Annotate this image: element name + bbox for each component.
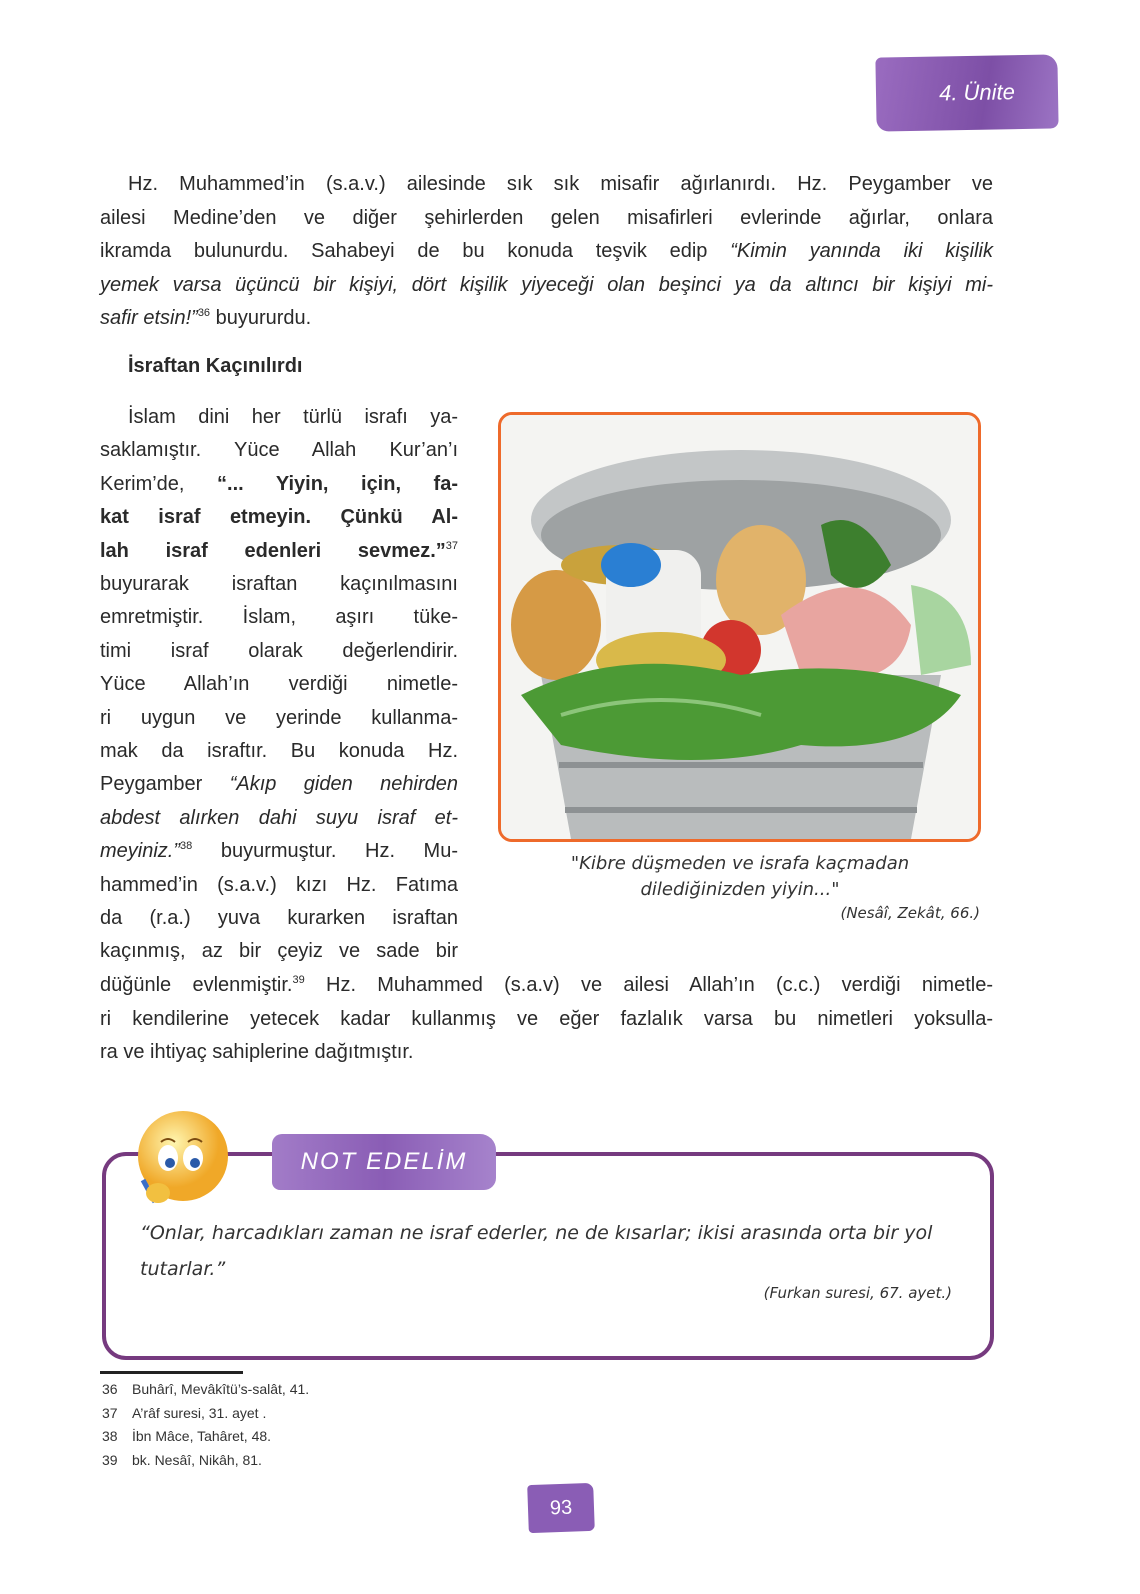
note-title-badge xyxy=(272,1134,496,1190)
text-segment: “Akıp giden nehirden xyxy=(229,773,458,796)
text-line xyxy=(100,639,458,663)
page-number: 93 xyxy=(549,1496,573,1519)
text-segment: yemek varsa üçüncü bir kişiyi, dört kişilik yiyeceği olan beşinci ya da altıncı bir kişiyi mi- xyxy=(100,273,993,296)
footnote-text: A’râf suresi, 31. ayet . xyxy=(132,1404,267,1421)
text-line xyxy=(100,239,993,263)
note-quote-line1: “Onlar, harcadıkları zaman ne israf ederler, ne de kısarlar; ikisi arasında orta bir yol xyxy=(140,1222,933,1244)
text-line xyxy=(100,539,458,563)
text-segment: hammed’in (s.a.v.) kızı Hz. Fatıma xyxy=(100,873,458,896)
text-segment: meyiniz.” xyxy=(100,840,181,863)
text-line xyxy=(100,672,458,696)
text-segment: ailesi Medine’den ve diğer şehirlerden gelen misafirleri evlerinde ağırlar, onlara xyxy=(100,206,993,229)
text-segment: “Kimin yanında iki kişilik xyxy=(730,240,993,263)
text-segment: buyurarak israftan kaçınılmasını xyxy=(100,573,458,595)
page-number-badge xyxy=(527,1483,595,1533)
text-segment: Yüce Allah’ın verdiği nimetle- xyxy=(100,673,458,696)
text-segment: “... Yiyin, için, fa- xyxy=(217,472,458,495)
text-segment: safir etsin!” xyxy=(100,307,198,330)
text-line xyxy=(100,706,458,730)
figure-caption-line2: dilediğinizden yiyin..." xyxy=(640,879,840,900)
text-line xyxy=(100,306,993,330)
text-line xyxy=(100,739,458,763)
text-segment: da (r.a.) yuva kurarken israftan xyxy=(100,907,458,929)
unit-label: 4. Ünite xyxy=(938,79,1016,106)
text-segment: buyururdu. xyxy=(210,307,312,330)
text-segment: Hz. Muhammed’in (s.a.v.) ailesinde sık sık misafir ağırlanırdı. Hz. Peygamber ve xyxy=(128,173,993,195)
footnote-text: İbn Mâce, Tahâret, 48. xyxy=(132,1428,272,1445)
text-segment: Hz. Muhammed (s.a.v) ve ailesi Allah’ın (c.c.) verdiği nimetle- xyxy=(304,974,993,996)
text-segment: abdest alırken dahi suyu israf et- xyxy=(100,806,458,829)
text-segment: saklamıştır. Yüce Allah Kur’an’ı xyxy=(100,439,458,462)
text-line xyxy=(100,206,993,230)
footnote-number: 36 xyxy=(102,1381,118,1397)
text-line xyxy=(100,405,458,429)
footnote-number: 38 xyxy=(102,1428,118,1445)
text-segment: düğünle evlenmiştir. xyxy=(100,974,293,996)
section-heading: İsraftan Kaçınılırdı xyxy=(128,355,303,377)
figure-citation: (Nesâî, Zekât, 66.) xyxy=(840,904,980,922)
text-segment: ikramda bulunurdu. Sahabeyi de bu konuda teşvik edip xyxy=(100,240,731,263)
text-segment: emretmiştir. İslam, aşırı tüke- xyxy=(100,606,458,629)
food-waste-photo xyxy=(498,412,981,842)
text-line xyxy=(100,1007,993,1031)
note-title: NOT EDELİM xyxy=(300,1148,468,1175)
text-segment: buyurmuştur. Hz. Mu- xyxy=(192,840,458,863)
footnote-item xyxy=(102,1405,266,1421)
footnote-item xyxy=(102,1452,262,1468)
text-line xyxy=(100,806,458,830)
footnote-ref: 36 xyxy=(197,307,211,320)
text-line xyxy=(100,572,458,596)
text-segment: kat israf etmeyin. Çünkü Al- xyxy=(100,506,458,529)
text-segment: mak da israftır. Bu konuda Hz. xyxy=(100,740,458,762)
thinking-emoji-icon xyxy=(133,1108,233,1208)
text-segment: İslam dini her türlü israfı ya- xyxy=(128,406,458,428)
footnote-item xyxy=(102,1428,271,1444)
footnote-ref: 39 xyxy=(292,974,305,986)
text-line xyxy=(100,438,458,462)
text-line xyxy=(100,906,458,930)
text-segment: ri kendilerine yetecek kadar kullanmış ve eğer fazlalık varsa bu nimetleri yoksulla- xyxy=(100,1007,993,1030)
footnote-ref: 37 xyxy=(445,539,458,552)
text-segment: kaçınmış, az bir çeyiz ve sade bir xyxy=(100,940,458,963)
text-segment: lah israf edenleri sevmez.” xyxy=(100,539,446,562)
unit-badge xyxy=(875,54,1058,131)
text-segment: Peygamber xyxy=(100,773,230,796)
footnote-ref: 38 xyxy=(180,840,193,853)
footnote-text: Buhârî, Mevâkîtü’s-salât, 41. xyxy=(132,1381,310,1397)
text-line xyxy=(100,273,993,297)
note-citation: (Furkan suresi, 67. ayet.) xyxy=(763,1284,952,1302)
text-line xyxy=(100,472,458,496)
footnote-divider xyxy=(100,1371,243,1374)
text-line xyxy=(100,605,458,629)
text-line xyxy=(100,873,458,897)
text-line xyxy=(100,939,458,963)
figure-caption-line1: "Kibre düşmeden ve israfa kaçmadan xyxy=(570,853,910,874)
text-line xyxy=(100,172,993,196)
text-line xyxy=(100,839,458,863)
footnote-text: bk. Nesâî, Nikâh, 81. xyxy=(132,1452,262,1469)
footnote-item xyxy=(102,1381,309,1397)
note-box xyxy=(102,1152,994,1360)
footnote-number: 37 xyxy=(102,1404,118,1421)
footnote-number: 39 xyxy=(102,1452,118,1469)
text-segment: ri uygun ve yerinde kullanma- xyxy=(100,706,458,729)
text-segment: ra ve ihtiyaç sahiplerine dağıtmıştır. xyxy=(100,1041,414,1064)
text-line xyxy=(100,505,458,529)
trash-can-with-food-image xyxy=(501,415,978,839)
note-quote-line2: tutarlar.” xyxy=(140,1258,226,1280)
text-segment: timi israf olarak değerlendirir. xyxy=(100,639,458,662)
text-line xyxy=(100,973,993,997)
text-segment: Kerim’de, xyxy=(100,472,218,495)
text-line xyxy=(100,772,458,796)
text-line xyxy=(100,1040,993,1064)
